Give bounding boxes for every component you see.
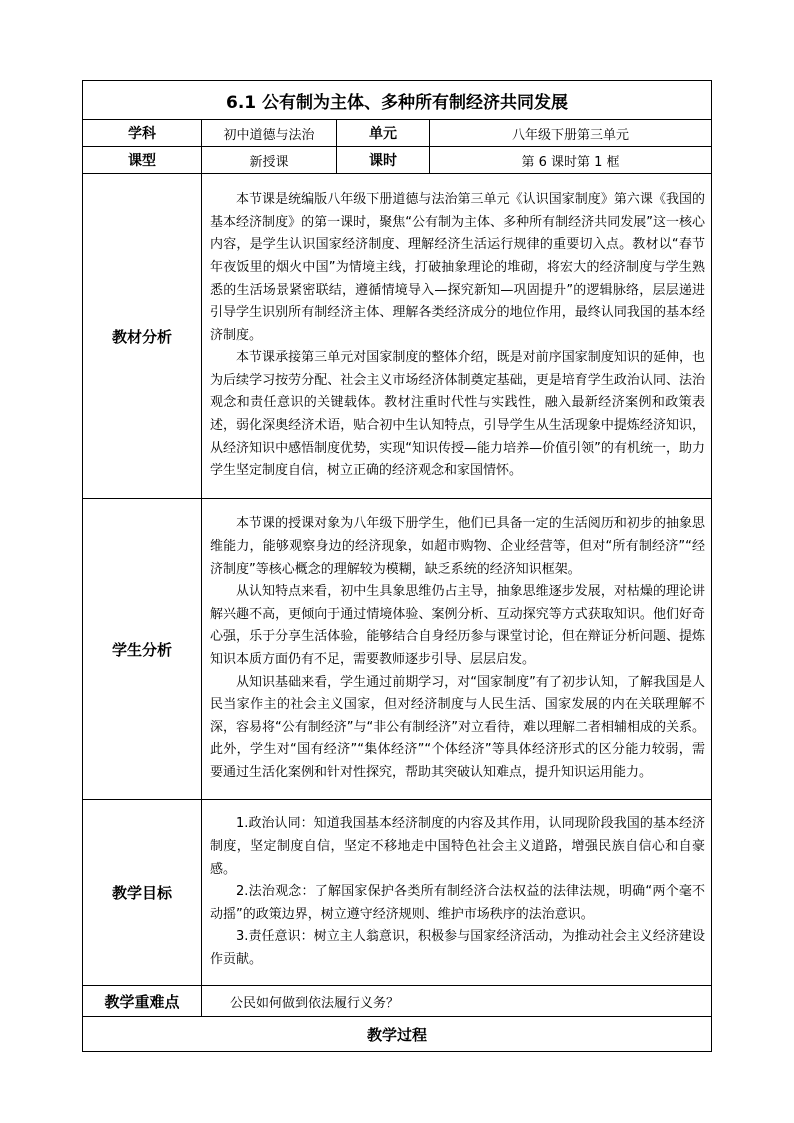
unit-value: 八年级下册第三单元: [430, 120, 712, 147]
paragraph: 从知识基础来看，学生通过前期学习，对“国家制度”有了初步认知，了解我国是人民当家作主的社会主义国家，但对经济制度与人民生活、国家发展的内在关联理解不深，容易将“公有制经济”与“非公有制经济”对立看待，难以理解二者相辅相成的关系。此外，学生对“国有经济”“集体经济”“个体经济”等具体经济形式的区分能力较弱，需要通过生活化案例和针对性探究，帮助其突破认知难点，提升知识运用能力。: [210, 674, 706, 780]
subject-label: 学科: [83, 120, 202, 147]
paragraph: 本节课的授课对象为八年级下册学生，他们已具备一定的生活阅历和初步的抽象思维能力，能够观察身边的经济现象，如超市购物、企业经营等，但对“所有制经济”“经济制度”等核心概念的理解较为模糊，缺乏系统的经济知识框架。: [210, 516, 706, 577]
teaching-goal-label: 教学目标: [83, 800, 202, 986]
paragraph: 本节课是统编版八年级下册道德与法治第三单元《认识国家制度》第六课《我国的基本经济制度》的第一课时，聚焦“公有制为主体、多种所有制经济共同发展”这一核心内容，是学生认识国家经济制度、理解经济生活运行规律的重要切入点。教材以“春节年夜饭里的烟火中国”为情境主线，打破抽象理论的堆砌，将宏大的经济制度与学生熟悉的生活场景紧密联结，遵循情境导入—探究新知—巩固提升”的逻辑脉络，层层递进引导学生识别所有制经济主体、理解各类经济成分的地位作用，最终认同我国的基本经济制度。: [210, 192, 706, 343]
paragraph: 本节课承接第三单元对国家制度的整体介绍，既是对前序国家制度知识的延伸，也为后续学习按劳分配、社会主义市场经济体制奠定基础，更是培育学生政治认同、法治观念和责任意识的关键载体。教材注重时代性与实践性，融入最新经济案例和政策表述，弱化深奥经济术语，贴合初中生认知特点，引导学生从生活现象中提炼经济知识，从经济知识中感悟制度优势，实现“知识传授—能力培养—价值引领”的有机统一，助力学生坚定制度自信，树立正确的经济观念和家国情怀。: [210, 350, 706, 479]
teaching-process-heading: 教学过程: [83, 1017, 712, 1052]
student-analysis-row: [83, 499, 712, 800]
meta-row-type: [83, 147, 712, 174]
subject-value: 初中道德与法治: [202, 120, 337, 147]
paragraph: 2.法治观念：了解国家保护各类所有制经济合法权益的法律法规，明确“两个毫不动摇”的政策边界，树立遵守经济规则、维护市场秩序的法治意识。: [210, 884, 706, 922]
type-value: 新授课: [202, 147, 337, 174]
textbook-analysis-label: 教材分析: [83, 174, 202, 499]
period-label: 课时: [337, 147, 430, 174]
lesson-plan-table: [82, 80, 712, 1052]
paragraph: 1.政治认同：知道我国基本经济制度的内容及其作用，认同现阶段我国的基本经济制度，坚定制度自信，坚定不移地走中国特色社会主义道路，增强民族自信心和自豪感。: [210, 816, 706, 877]
key-difficulty-row: [83, 986, 712, 1017]
key-difficulty-label: 教学重难点: [83, 986, 202, 1017]
teaching-goal-content: [202, 800, 712, 986]
page-title: 6.1 公有制为主体、多种所有制经济共同发展: [83, 81, 712, 120]
textbook-analysis-content: [202, 174, 712, 499]
period-value: 第 6 课时第 1 框: [430, 147, 712, 174]
paragraph: 从认知特点来看，初中生具象思维仍占主导，抽象思维逐步发展，对枯燥的理论讲解兴趣不高，更倾向于通过情境体验、案例分析、互动探究等方式获取知识。他们好奇心强，乐于分享生活体验，能够结合自身经历参与课堂讨论，但在辩证分析问题、提炼知识本质方面仍有不足，需要教师逐步引导、层层启发。: [210, 584, 706, 667]
teaching-process-row: [83, 1017, 712, 1052]
textbook-analysis-row: [83, 174, 712, 499]
meta-row-subject: [83, 120, 712, 147]
student-analysis-label: 学生分析: [83, 499, 202, 800]
teaching-goal-row: [83, 800, 712, 986]
paragraph: 3.责任意识：树立主人翁意识，积极参与国家经济活动，为推动社会主义经济建设作贡献。: [210, 929, 706, 967]
unit-label: 单元: [337, 120, 430, 147]
key-difficulty-value: 公民如何做到依法履行义务？: [202, 986, 712, 1017]
student-analysis-content: [202, 499, 712, 800]
type-label: 课型: [83, 147, 202, 174]
